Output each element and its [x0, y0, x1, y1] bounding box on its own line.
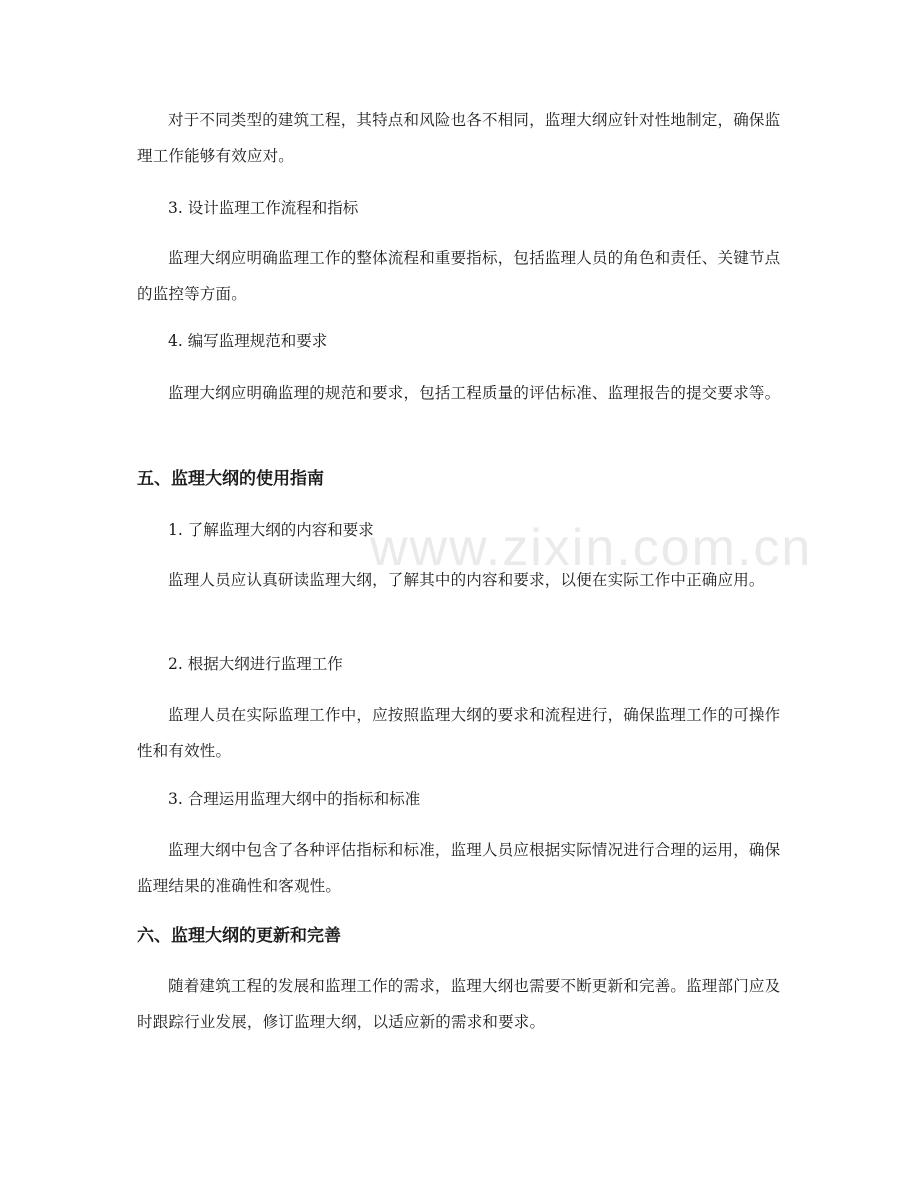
- paragraph-workflow-indicators: 监理大纲应明确监理工作的整体流程和重要指标，包括监理人员的角色和责任、关键节点的监控等方面。: [137, 249, 781, 303]
- paragraph-indicators-standards: 监理大纲中包含了各种评估指标和标准，监理人员应根据实际情况进行合理的运用，确保监理结果的准确性和客观性。: [137, 841, 781, 895]
- paragraph-update-outline: 随着建筑工程的发展和监理工作的需求，监理大纲也需要不断更新和完善。监理部门应及时跟踪行业发展，修订监理大纲，以适应新的需求和要求。: [137, 977, 781, 1031]
- paragraph-follow-outline: 监理人员在实际监理工作中，应按照监理大纲的要求和流程进行，确保监理工作的可操作性和有效性。: [137, 706, 781, 760]
- section-heading-update-improve: 六、监理大纲的更新和完善: [137, 926, 341, 946]
- paragraph-study-outline: 监理人员应认真研读监理大纲，了解其中的内容和要求，以便在实际工作中正确应用。: [168, 571, 765, 589]
- watermark-text: www.zixin.com.cn: [370, 519, 813, 577]
- paragraph-norms-requirements: 监理大纲应明确监理的规范和要求，包括工程质量的评估标准、监理报告的提交要求等。: [168, 384, 781, 402]
- list-item-design-workflow: 3. 设计监理工作流程和指标: [168, 199, 359, 217]
- section-heading-usage-guide: 五、监理大纲的使用指南: [137, 469, 324, 489]
- list-item-work-by-outline: 2. 根据大纲进行监理工作: [168, 655, 343, 673]
- paragraph-different-types: 对于不同类型的建筑工程，其特点和风险也各不相同，监理大纲应针对性地制定，确保监理工作能够有效应对。: [137, 111, 781, 165]
- list-item-understand-outline: 1. 了解监理大纲的内容和要求: [168, 521, 374, 539]
- list-item-write-norms: 4. 编写监理规范和要求: [168, 332, 328, 350]
- list-item-apply-indicators: 3. 合理运用监理大纲中的指标和标准: [168, 790, 421, 808]
